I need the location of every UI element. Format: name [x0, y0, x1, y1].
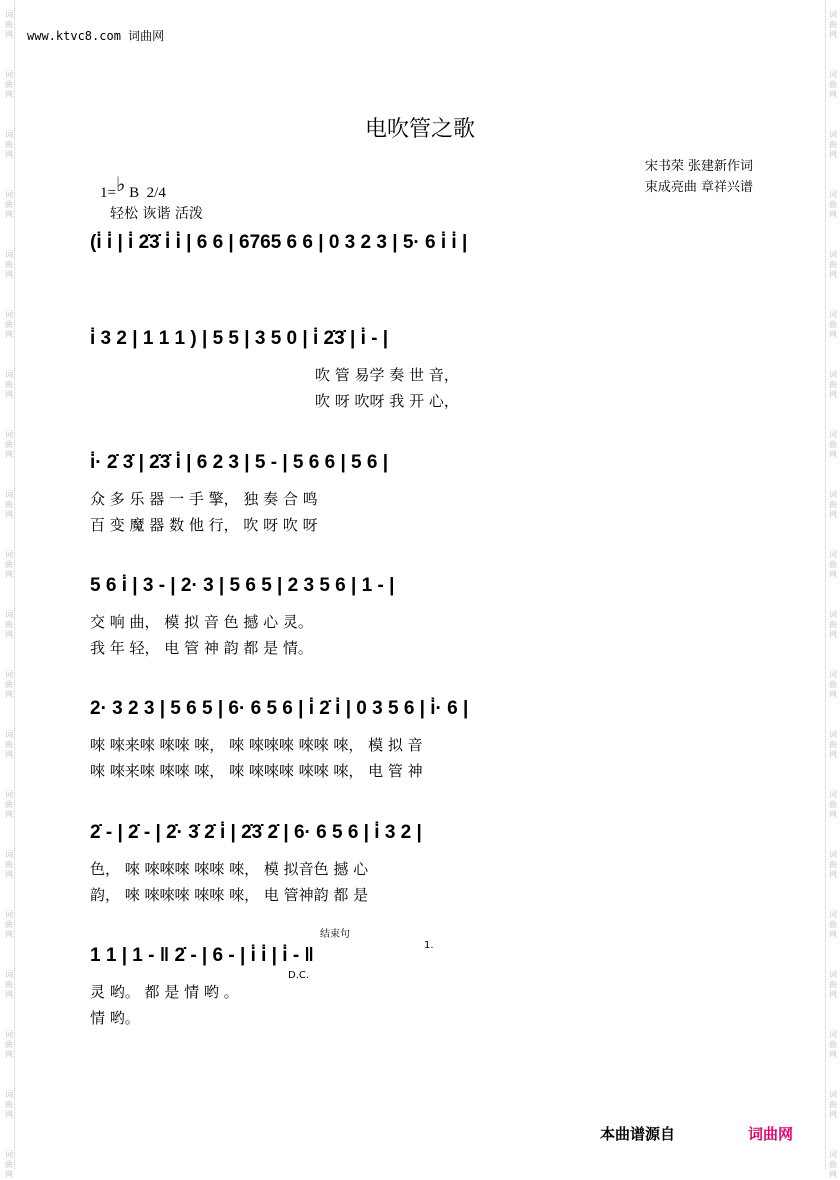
notation-line: 5 6 i̇ | 3 - | 2· 3 | 5 6 5 | 2 3 5 6 | 1 - | — [90, 575, 395, 596]
key-signature — [100, 174, 166, 203]
lyric-verse-1: 灵 哟。 都 是 情 哟 。 — [90, 983, 239, 1001]
watermark-glyph: 词 曲 网 — [5, 790, 13, 819]
watermark-glyph: 词 曲 网 — [829, 850, 837, 879]
watermark-glyph: 词 曲 网 — [5, 550, 13, 579]
credits — [645, 156, 753, 198]
watermark-glyph: 词 曲 网 — [5, 850, 13, 879]
lyric-verse-1: 吹 管 易学 奏 世 音， — [315, 366, 459, 384]
lyric-verse-1: 交 响 曲， 模 拟 音 色 撼 心 灵。 — [90, 613, 313, 631]
ending-marker: 结束句 — [320, 929, 350, 940]
lyric-verse-1: 众 多 乐 器 一 手 擎， 独 奏 合 鸣 — [90, 490, 318, 508]
watermark-glyph: 词 曲 网 — [5, 1150, 13, 1179]
watermark-glyph: 词 曲 网 — [5, 730, 13, 759]
dc-marker: D.C. — [288, 970, 310, 981]
song-title: 电吹管之歌 — [364, 117, 475, 142]
time-signature: 2/4 — [146, 185, 166, 201]
key-prefix: 1= — [100, 185, 116, 201]
watermark-glyph: 词 曲 网 — [829, 1030, 837, 1059]
watermark-glyph: 词 曲 网 — [5, 490, 13, 519]
watermark-glyph: 词 曲 网 — [829, 490, 837, 519]
watermark-glyph: 词 曲 网 — [829, 70, 837, 99]
watermark-glyph: 词 曲 网 — [829, 1150, 837, 1179]
watermark-glyph: 词 曲 网 — [5, 70, 13, 99]
lyric-verse-1: 唻 唻来唻 唻唻 唻， 唻 唻唻唻 唻唻 唻， 模 拟 音 — [90, 736, 423, 754]
footer-source-label: 本曲谱源自 — [600, 1125, 676, 1143]
watermark-glyph: 词 曲 网 — [5, 310, 13, 339]
watermark-glyph: 词 曲 网 — [5, 670, 13, 699]
watermark-glyph: 词 曲 网 — [5, 970, 13, 999]
lyric-verse-2: 我 年 轻， 电 管 神 韵 都 是 情。 — [90, 639, 313, 657]
watermark-glyph: 词 曲 网 — [829, 130, 837, 159]
notation-line: i̇ 3 2 | 1 1 1 ) | 5 5 | 3 5 0 | i̇ 2̇3̇ | i̇ - | — [90, 328, 389, 349]
watermark-glyph: 词 曲 网 — [829, 550, 837, 579]
watermark-glyph: 词 曲 网 — [5, 610, 13, 639]
source-url[interactable]: www.ktvc8.com 词曲网 — [27, 29, 165, 43]
watermark-glyph: 词 曲 网 — [829, 10, 837, 39]
lyric-verse-2: 唻 唻来唻 唻唻 唻， 唻 唻唻唻 唻唻 唻， 电 管 神 — [90, 762, 423, 780]
lyricist-credit: 宋书荣 张建新作词 — [644, 159, 753, 174]
watermark-glyph: 词 曲 网 — [5, 370, 13, 399]
notation-line: 2· 3 2 3 | 5 6 5 | 6· 6 5 6 | i̇ 2̇ i̇ | 0 3 5 6 | i̇· 6 | — [90, 698, 469, 719]
watermark-glyph: 词 曲 网 — [829, 610, 837, 639]
lyric-verse-2: 百 变 魔 器 数 他 行， 吹 呀 吹 呀 — [90, 516, 318, 534]
watermark-glyph: 词 曲 网 — [5, 910, 13, 939]
watermark-glyph: 词 曲 网 — [829, 190, 837, 219]
watermark-glyph: 词 曲 网 — [829, 430, 837, 459]
lyric-verse-2: 吹 呀 吹呀 我 开 心， — [315, 392, 459, 410]
watermark-glyph: 词 曲 网 — [5, 10, 13, 39]
notation-line: (i̇ i̇ | i̇ 2̇3̇ i̇ i̇ | 6 6 | 6765 6 6 | 0 3 2 3 | 5· 6 i̇ i̇ | — [90, 232, 468, 253]
lyric-verse-1: 色， 唻 唻唻唻 唻唻 唻， 模 拟音色 撼 心 — [90, 860, 369, 878]
tempo-marking: 轻松 诙谐 活泼 — [110, 206, 203, 222]
notation-line: i̇· 2̇ 3̇ | 2̇3̇ i̇ | 6 2 3 | 5 - | 5 6 6 | 5 6 | — [90, 452, 389, 473]
watermark-glyph: 词 曲 网 — [829, 1090, 837, 1119]
watermark-glyph: 词 曲 网 — [829, 310, 837, 339]
watermark-glyph: 词 曲 网 — [829, 730, 837, 759]
lyric-verse-2: 韵， 唻 唻唻唻 唻唻 唻， 电 管神韵 都 是 — [90, 886, 369, 904]
watermark-glyph: 词 曲 网 — [5, 250, 13, 279]
composer-credit: 束成亮曲 章祥兴谱 — [644, 180, 753, 195]
lyric-verse-2: 情 哟。 — [90, 1009, 140, 1027]
watermark-glyph: 词 曲 网 — [5, 430, 13, 459]
watermark-glyph: 词 曲 网 — [829, 970, 837, 999]
watermark-glyph: 词 曲 网 — [829, 250, 837, 279]
key-note: B — [129, 185, 140, 201]
notation-line: 1 1 | 1 - ‖ 2̇ - | 6 - | i̇ i̇ | i̇ - ‖ — [90, 945, 314, 966]
watermark-glyph: 词 曲 网 — [5, 130, 13, 159]
footer-site-link[interactable]: 词曲网 — [748, 1125, 794, 1143]
watermark-glyph: 词 曲 网 — [829, 790, 837, 819]
watermark-glyph: 词 曲 网 — [829, 370, 837, 399]
flat-symbol: ♭ — [115, 174, 126, 196]
watermark-glyph: 词 曲 网 — [829, 670, 837, 699]
watermark-glyph: 词 曲 网 — [829, 910, 837, 939]
watermark-glyph: 词 曲 网 — [5, 1030, 13, 1059]
watermark-glyph: 词 曲 网 — [5, 190, 13, 219]
notation-line: 2̇ - | 2̇ - | 2̇· 3̇ 2̇ i̇ | 2̇3̇ 2̇ | 6· 6 5 6 | i̇ 3 2 | — [90, 822, 422, 843]
first-ending-marker: 1. — [424, 940, 434, 951]
watermark-glyph: 词 曲 网 — [5, 1090, 13, 1119]
